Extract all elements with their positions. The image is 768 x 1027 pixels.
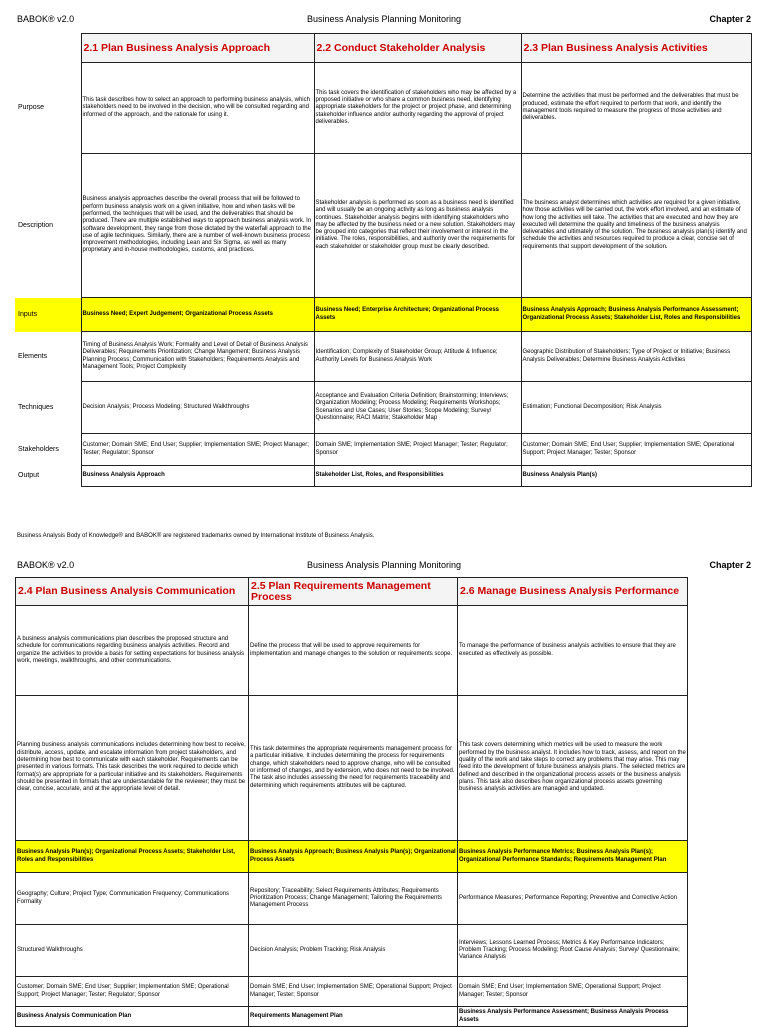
- purpose-cell: A business analysis communications plan describes the proposed structure and schedule for communications regarding business analysis activities. Record and organize the activities to provide a basis for setting expectations for business analysis work, meetings, walkthroughs, and other communications.: [16, 606, 249, 696]
- elements-cell: Identification; Complexity of Stakeholder Group; Attitude & Influence; Authority Levels for Business Analysis Work: [314, 332, 521, 382]
- output-cell: Business Analysis Communication Plan: [16, 1007, 249, 1027]
- techniques-cell: Acceptance and Evaluation Criteria Definition; Brainstorming; Interviews; Organization Modeling; Process Modeling; Requirements Workshops; Scenarios and Use Cases; User Stories; Scope Modeling; Survey/ Questionnaire; RACI Matrix; Stakeholder Map: [314, 382, 521, 434]
- stakeholders-cell: Domain SME; Implementation SME; Project Manager; Tester; Regulator; Sponsor: [314, 434, 521, 466]
- task-title-2-2: 2.2 Conduct Stakeholder Analysis: [314, 34, 521, 63]
- description-cell: Stakeholder analysis is performed as soon as a business need is identified and will usually be an ongoing activity as long as business analysis continues. Stakeholder analysis begins with identifying stakeholders who may be affected by the business need or a new solution. Stakeholders may be grouped into categories that reflect their involvement or interest in the initiative. The roles, responsibilities, and authority over the requirements for each stakeholder or stakeholder group must be clearly described.: [314, 154, 521, 298]
- purpose-cell: Determine the activities that must be performed and the deliverables that must be produced, estimate the effort required to perform that work, and identify the management tools required to measure the progress of those activities and deliverables.: [521, 63, 751, 154]
- task-title-2-4: 2.4 Plan Business Analysis Communication: [16, 578, 249, 606]
- doc-section-title: Business Analysis Planning Monitoring: [306, 14, 462, 24]
- trademark-footnote: Business Analysis Body of Knowledge® and BABOK® are registered trademarks owned by International Institute of Business Analysis.: [17, 533, 375, 539]
- row-label-description: Description: [18, 221, 54, 229]
- task-table-2: [15, 577, 688, 1027]
- output-cell: Business Analysis Performance Assessment; Business Analysis Process Assets: [458, 1007, 688, 1027]
- purpose-cell: To manage the performance of business analysis activities to ensure that they are executed as effectively as possible.: [458, 606, 688, 696]
- description-cell: This task covers determining which metrics will be used to measure the work performed by the business analyst. It includes how to track, assess, and report on the quality of the work and take steps to correct any problems that may arise. This may feed into the development of future business analysis plans. The selected metrics are defined and described in the organizational process assets or the business analysis plans. This task also describes how organizational process assets governing business analysis activities are managed and updated.: [458, 696, 688, 841]
- task-title-2-5: 2.5 Plan Requirements Management Process: [249, 578, 458, 606]
- techniques-cell: Interviews; Lessons Learned Process; Metrics & Key Performance Indicators; Problem Tracking; Process Modeling; Root Cause Analysis; Survey/ Questionnaire; Variance Analysis: [458, 925, 688, 977]
- elements-cell: Geography; Culture; Project Type; Communication Frequency; Communications Formality: [16, 873, 249, 925]
- row-label-output: Output: [18, 472, 40, 480]
- row-label-elements: Elements: [18, 352, 48, 360]
- techniques-cell: Structured Walkthroughs: [16, 925, 249, 977]
- techniques-cell: Decision Analysis; Process Modeling; Structured Walkthroughs: [81, 382, 314, 434]
- row-label-purpose: Purpose: [18, 104, 45, 112]
- stakeholders-cell: Customer; Domain SME; End User; Supplier; Implementation SME; Operational Support; Project Manager; Tester; Regulator; Sponsor: [16, 977, 249, 1007]
- elements-cell: Geographic Distribution of Stakeholders; Type of Project or Initiative; Business Analysis Deliverables; Determine Business Analysis Activities: [521, 332, 751, 382]
- inputs-cell: Business Analysis Performance Metrics; Business Analysis Plan(s); Organizational Performance Standards; Requirements Management Plan: [458, 841, 688, 873]
- elements-cell: Timing of Business Analysis Work; Formality and Level of Detail of Business Analysis Deliverables; Requirements Prioritization; Change Mangement; Business Analysis Planning Process; Communication with Stakeholders; Requirements Analysis and Management Tools; Project Complexity: [81, 332, 314, 382]
- stakeholders-cell: Domain SME; End User; Implementation SME; Operational Support; Project Manager; Tester; Sponsor: [249, 977, 458, 1007]
- task-title-2-3: 2.3 Plan Business Analysis Activities: [521, 34, 751, 63]
- output-cell: Business Analysis Approach: [81, 466, 314, 487]
- inputs-cell: Business Need; Enterprise Architecture; Organizational Process Assets: [314, 298, 521, 332]
- inputs-cell: Business Analysis Approach; Business Analysis Plan(s); Organizational Process Assets: [249, 841, 458, 873]
- page-header-1: [0, 11, 768, 27]
- task-title-2-1: 2.1 Plan Business Analysis Approach: [81, 34, 314, 63]
- inputs-cell: Business Need; Expert Judgement; Organizational Process Assets: [81, 298, 314, 332]
- description-cell: Planning business analysis communications includes determining how best to receive, distribute, access, update, and escalate information from project stakeholders, and determining how best to communicate with each stakeholder. Requirements can be presented in various formats. This task describes the work required to decide which format(s) are appropriate for a particular initiative and its stakeholders. Requirements should be presented in formats that are understandable for the reviewer; they must be clear, concise, accurate, and at the appropriate level of detail.: [16, 696, 249, 841]
- doc-chapter: Chapter 2: [709, 560, 751, 570]
- stakeholders-cell: Customer; Domain SME; End User; Supplier; Implementation SME; Project Manager; Tester; Regulator; Sponsor: [81, 434, 314, 466]
- purpose-cell: Define the process that will be used to approve requirements for implementation and manage changes to the solution or requirements scope.: [249, 606, 458, 696]
- row-label-inputs: Inputs: [15, 298, 81, 332]
- description-cell: The business analyst determines which activities are required for a given initiative, how those activities will be carried out, the work effort involved, and an estimate of how long the activities will take. The activities that are executed and how they are executed will determine the quality and timeliness of the business analysis deliverables and ultimately of the solution. The business analysis plan(s) identify and schedule the activities and resources required to produce a clear, concise set of requirements that support development of the solution.: [521, 154, 751, 298]
- purpose-cell: This task describes how to select an approach to performing business analysis, which stakeholders need to be involved in the decision, who will be consulted regarding and informed of the approach, and the rationale for using it.: [81, 63, 314, 154]
- stakeholders-cell: Customer; Domain SME; End User; Supplier; Implementation SME; Operational Support; Project Manager; Tester; Sponsor: [521, 434, 751, 466]
- page-header-2: [0, 557, 768, 573]
- doc-section-title: Business Analysis Planning Monitoring: [306, 560, 462, 570]
- elements-cell: Performance Measures; Performance Reporting; Preventive and Corrective Action: [458, 873, 688, 925]
- purpose-cell: This task covers the identification of stakeholders who may be affected by a proposed initiative or who share a common business need, identifying appropriate stakeholders for the project or project phase, and determining stakeholder influence and/or authority regarding the approval of project deliverables.: [314, 63, 521, 154]
- description-cell: Business analysis approaches describe the overall process that will be followed to perform business analysis work on a given initiative, how and when tasks will be performed, the techniques that will be used, and the deliverables that should be produced. There are multiple established ways to approach business analysis work. In software development, they range from those dictated by the waterfall approach to the use of agile techniques. Similarly, there are a number of well-known business process improvement methodologies, including Lean and Six Sigma, as well as many proprietary and in-house methodologies, customs, and practices.: [81, 154, 314, 298]
- elements-cell: Repository; Traceability; Select Requirements Attributes; Requirements Prioritization Process; Change Management; Tailoring the Requirements Management Process: [249, 873, 458, 925]
- task-title-2-6: 2.6 Manage Business Analysis Performance: [458, 578, 688, 606]
- inputs-cell: Business Analysis Plan(s); Organizational Process Assets; Stakeholder List, Roles and Responsibilities: [16, 841, 249, 873]
- doc-version: BABOK® v2.0: [17, 560, 75, 570]
- stakeholders-cell: Domain SME; End User; Implementation SME; Operational Support; Project Manager; Tester; Sponsor: [458, 977, 688, 1007]
- inputs-cell: Business Analysis Approach; Business Analysis Performance Assessment; Organizational Process Assets; Stakeholder List, Roles and Responsibilities: [521, 298, 751, 332]
- techniques-cell: Decision Analysis; Problem Tracking; Risk Analysis: [249, 925, 458, 977]
- description-cell: This task determines the appropriate requirements management process for a particular initiative. It includes determining the process for requirements change, which stakeholders need to approve change, who will be consulted or informed of changes, and by extension, who does not need to be involved. The task also includes assessing the need for requirements traceability and determining which requirements attributes will be captured.: [249, 696, 458, 841]
- row-label-stakeholders: Stakeholders: [18, 445, 59, 453]
- row-label-techniques: Techniques: [18, 403, 54, 411]
- output-cell: Business Analysis Plan(s): [521, 466, 751, 487]
- techniques-cell: Estimation; Functional Decomposition; Risk Analysis: [521, 382, 751, 434]
- task-table-1: [15, 33, 752, 487]
- doc-chapter: Chapter 2: [709, 14, 751, 24]
- output-cell: Stakeholder List, Roles, and Responsibilities: [314, 466, 521, 487]
- doc-version: BABOK® v2.0: [17, 14, 75, 24]
- output-cell: Requirements Management Plan: [249, 1007, 458, 1027]
